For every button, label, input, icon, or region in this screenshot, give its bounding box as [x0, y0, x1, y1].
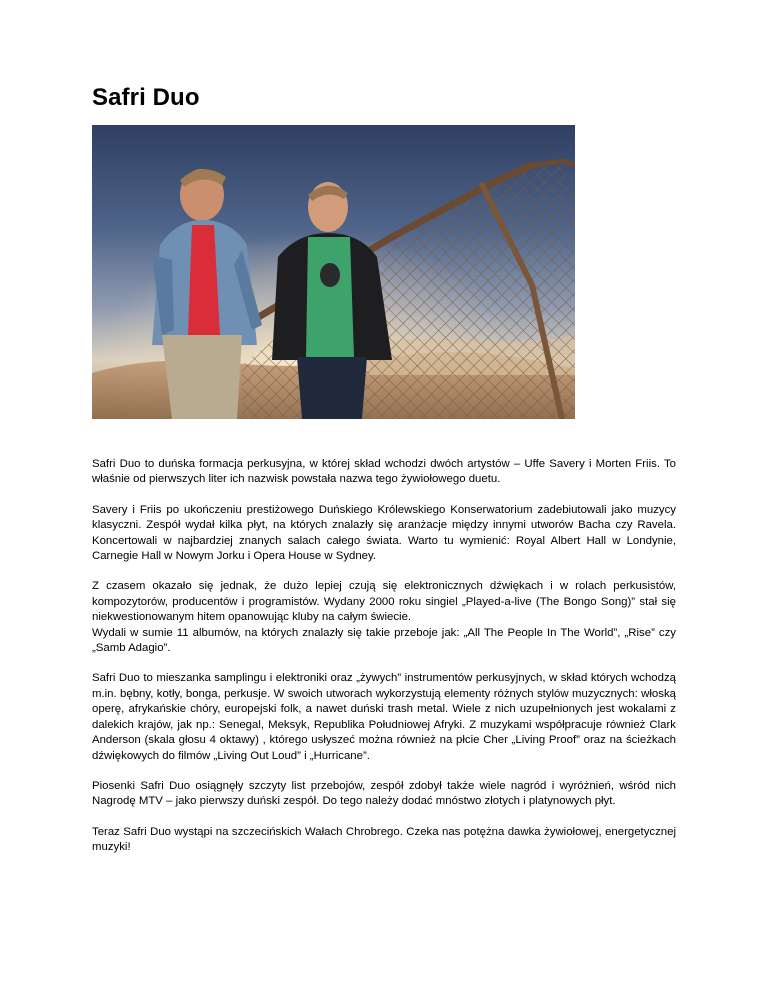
paragraph-text: Safri Duo to duńska formacja perkusyjna, w której skład wchodzi dwóch artystów – Uffe Savery i Morten Friis. To właśnie od pierwszych liter ich nazwisk powstała nazwa tego żywiołowego duetu.	[92, 458, 676, 486]
paragraph-awards	[92, 779, 676, 810]
paragraph-text: Wydali w sumie 11 albumów, na których znalazły się takie przeboje jak: „All The People In The World”, „Rise” czy „Samb Adagio”.	[92, 626, 676, 655]
paragraph-text: Teraz Safri Duo wystąpi na szczecińskich Wałach Chrobrego. Czeka nas potężna dawka żywiołowej, energetycznej muzyki!	[92, 825, 676, 854]
page-title: Safri Duo	[92, 84, 200, 111]
band-photo	[92, 125, 575, 419]
article-body	[92, 457, 676, 871]
paragraph-history	[92, 503, 676, 565]
paragraph-text: Safri Duo to mieszanka samplingu i elektroniki oraz „żywych” instrumentów perkusyjnych, w skład których wchodzą m.in. bębny, kotły, bonga, perkusje. W swoich utworach wykorzystują elementy różnych stylów muzycznych: włoską operę, afrykańskie chóry, europejski folk, a nawet duński trash metal. Wiele z nich uzupełnionych jest wokalami z dalekich krajów, jak np.: Senegal, Meksyk, Republika Południowej Afryki. Z muzykami współpracuje również Clark Anderson (skala głosu 4 oktawy) , którego usłyszeć można również na płcie Cher „Living Proof” oraz na ścieżkach dźwiękowych do filmów „Living Out Loud” i „Hurricane”.	[92, 672, 676, 762]
paragraph-style	[92, 671, 676, 763]
paragraph-electronic	[92, 579, 676, 656]
paragraph-text: Piosenki Safri Duo osiągnęły szczyty list przebojów, zespół zdobył także wiele nagród i wyróżnień, wśród nich Nagrodę MTV – jako pierwszy duński zespół. Do tego należy dodać mnóstwo złotych i platynowych płyt.	[92, 779, 676, 808]
paragraph-text: Z czasem okazało się jednak, że dużo lepiej czują się elektronicznych dźwiękach i w rolach perkusistów, kompozytorów, producentów i programistów. Wydany 2000 roku singiel „Played-a-live (The Bongo Song)” stał się niekwestionowanym hitem opanowując kluby na całym świecie.	[92, 580, 676, 624]
paragraph-intro	[92, 457, 676, 488]
paragraph-text: Savery i Friis po ukończeniu prestiżowego Duńskiego Królewskiego Konserwatorium zadebiutowali jako muzycy klasyczni. Zespół wydał kilka płyt, na których znalazły się aranżacje między innymi utworów Bacha czy Ravela. Koncertowali w najbardziej znanych salach całego świata. Warto tu wymienić: Royal Albert Hall w Londynie, Carnegie Hall w Nowym Jorku i Opera House w Sydney.	[92, 503, 676, 563]
paragraph-concert	[92, 825, 676, 856]
band-photo-icon	[92, 125, 575, 419]
